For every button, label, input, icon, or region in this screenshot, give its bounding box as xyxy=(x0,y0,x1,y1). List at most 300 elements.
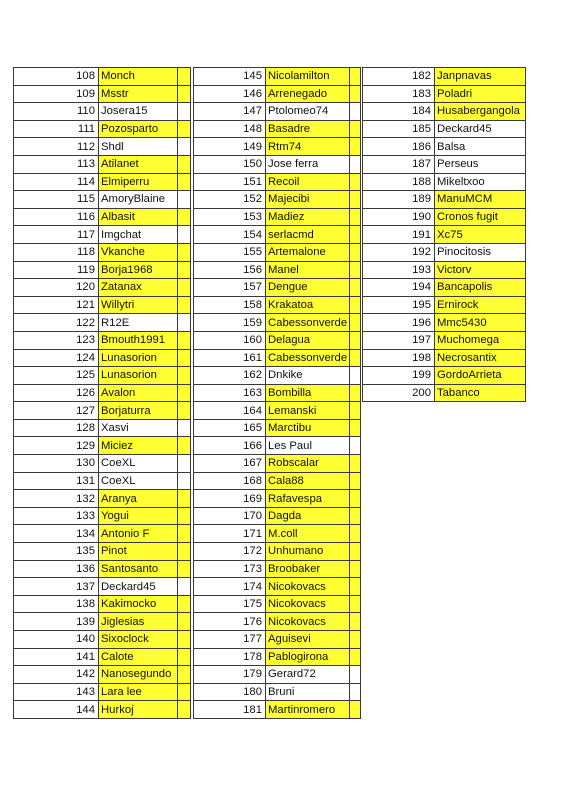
row-number: 143 xyxy=(14,683,99,701)
participant-name: Hurkoj xyxy=(99,701,178,719)
row-number: 200 xyxy=(363,384,435,402)
empty-cell xyxy=(350,208,361,226)
participant-name: Monch xyxy=(99,68,178,86)
table-row xyxy=(194,701,361,719)
participant-name: Sixoclock xyxy=(99,631,178,649)
participant-name: Aranya xyxy=(99,490,178,508)
table-row xyxy=(14,208,191,226)
row-number: 162 xyxy=(194,367,266,385)
row-number: 182 xyxy=(363,68,435,86)
empty-cell xyxy=(178,631,191,649)
row-number: 123 xyxy=(14,331,99,349)
row-number: 174 xyxy=(194,578,266,596)
participant-name: Bmouth1991 xyxy=(99,331,178,349)
participant-name: Calote xyxy=(99,648,178,666)
row-number: 173 xyxy=(194,560,266,578)
participant-name: Recoil xyxy=(266,173,350,191)
empty-cell xyxy=(178,138,191,156)
empty-cell xyxy=(178,507,191,525)
table-body xyxy=(14,68,191,719)
empty-cell xyxy=(178,331,191,349)
empty-cell xyxy=(178,314,191,332)
empty-cell xyxy=(178,155,191,173)
participant-name: ManuMCM xyxy=(435,191,526,209)
table-row xyxy=(14,367,191,385)
participant-name: Deckard45 xyxy=(99,578,178,596)
participant-name: Elmiperru xyxy=(99,173,178,191)
row-number: 111 xyxy=(14,120,99,138)
participant-name: Nanosegundo xyxy=(99,666,178,684)
empty-cell xyxy=(350,349,361,367)
empty-cell xyxy=(178,595,191,613)
row-number: 168 xyxy=(194,472,266,490)
row-number: 171 xyxy=(194,525,266,543)
row-number: 156 xyxy=(194,261,266,279)
table-row xyxy=(14,138,191,156)
participant-name: Bancapolis xyxy=(435,279,526,297)
row-number: 191 xyxy=(363,226,435,244)
table-row xyxy=(194,138,361,156)
empty-cell xyxy=(350,243,361,261)
participant-name: Dagda xyxy=(266,507,350,525)
empty-cell xyxy=(350,261,361,279)
table-row xyxy=(363,349,526,367)
participants-table-1 xyxy=(13,67,191,719)
participant-name: Muchomega xyxy=(435,331,526,349)
row-number: 165 xyxy=(194,419,266,437)
row-number: 169 xyxy=(194,490,266,508)
participant-name: Willytri xyxy=(99,296,178,314)
empty-cell xyxy=(350,490,361,508)
row-number: 150 xyxy=(194,155,266,173)
row-number: 115 xyxy=(14,191,99,209)
table-row xyxy=(14,120,191,138)
table-row xyxy=(194,226,361,244)
empty-cell xyxy=(178,296,191,314)
row-number: 193 xyxy=(363,261,435,279)
row-number: 198 xyxy=(363,349,435,367)
row-number: 146 xyxy=(194,85,266,103)
empty-cell xyxy=(178,419,191,437)
participant-name: Cabessonverde xyxy=(266,314,350,332)
table-row xyxy=(194,331,361,349)
empty-cell xyxy=(178,543,191,561)
row-number: 116 xyxy=(14,208,99,226)
participant-name: Ptolomeo74 xyxy=(266,103,350,121)
participant-name: Robscalar xyxy=(266,455,350,473)
participant-name: Pozosparto xyxy=(99,120,178,138)
row-number: 133 xyxy=(14,507,99,525)
table-row xyxy=(14,472,191,490)
empty-cell xyxy=(350,701,361,719)
empty-cell xyxy=(178,701,191,719)
table-row xyxy=(14,296,191,314)
participant-name: Nicokovacs xyxy=(266,595,350,613)
table-row xyxy=(363,173,526,191)
participant-name: Les Paul xyxy=(266,437,350,455)
table-row xyxy=(363,103,526,121)
row-number: 108 xyxy=(14,68,99,86)
row-number: 148 xyxy=(194,120,266,138)
empty-cell xyxy=(178,103,191,121)
table-row xyxy=(194,384,361,402)
row-number: 126 xyxy=(14,384,99,402)
participant-name: Gerard72 xyxy=(266,666,350,684)
row-number: 149 xyxy=(194,138,266,156)
row-number: 176 xyxy=(194,613,266,631)
row-number: 134 xyxy=(14,525,99,543)
participant-name: Avalon xyxy=(99,384,178,402)
empty-cell xyxy=(178,666,191,684)
empty-cell xyxy=(178,173,191,191)
row-number: 135 xyxy=(14,543,99,561)
table-row xyxy=(14,525,191,543)
row-number: 194 xyxy=(363,279,435,297)
participant-name: Borjaturra xyxy=(99,402,178,420)
row-number: 121 xyxy=(14,296,99,314)
table-row xyxy=(194,279,361,297)
participant-name: AmoryBlaine xyxy=(99,191,178,209)
row-number: 117 xyxy=(14,226,99,244)
participant-name: Jose ferra xyxy=(266,155,350,173)
participant-name: Arrenegado xyxy=(266,85,350,103)
row-number: 144 xyxy=(14,701,99,719)
table-row xyxy=(194,490,361,508)
empty-cell xyxy=(350,472,361,490)
row-number: 199 xyxy=(363,367,435,385)
row-number: 145 xyxy=(194,68,266,86)
table-row xyxy=(14,507,191,525)
table-row xyxy=(14,85,191,103)
empty-cell xyxy=(178,525,191,543)
empty-cell xyxy=(350,384,361,402)
row-number: 131 xyxy=(14,472,99,490)
table-row xyxy=(363,138,526,156)
participant-name: Nicokovacs xyxy=(266,613,350,631)
table-row xyxy=(14,279,191,297)
table-row xyxy=(14,683,191,701)
row-number: 190 xyxy=(363,208,435,226)
table-row xyxy=(14,455,191,473)
table-row xyxy=(363,208,526,226)
participant-name: Lara lee xyxy=(99,683,178,701)
empty-cell xyxy=(178,560,191,578)
empty-cell xyxy=(350,419,361,437)
table-row xyxy=(363,243,526,261)
participant-name: Antonio F xyxy=(99,525,178,543)
participant-name: Unhumano xyxy=(266,543,350,561)
participant-name: Mmc5430 xyxy=(435,314,526,332)
table-row xyxy=(194,507,361,525)
row-number: 137 xyxy=(14,578,99,596)
participant-name: R12E xyxy=(99,314,178,332)
table-row xyxy=(194,155,361,173)
row-number: 196 xyxy=(363,314,435,332)
row-number: 114 xyxy=(14,173,99,191)
empty-cell xyxy=(178,578,191,596)
table-row xyxy=(363,155,526,173)
empty-cell xyxy=(350,666,361,684)
row-number: 136 xyxy=(14,560,99,578)
row-number: 124 xyxy=(14,349,99,367)
table-row xyxy=(194,437,361,455)
empty-cell xyxy=(350,683,361,701)
table-row xyxy=(194,208,361,226)
empty-cell xyxy=(178,191,191,209)
participant-name: M.coll xyxy=(266,525,350,543)
table-row xyxy=(363,279,526,297)
empty-cell xyxy=(350,68,361,86)
row-number: 125 xyxy=(14,367,99,385)
participant-name: Victorv xyxy=(435,261,526,279)
empty-cell xyxy=(178,455,191,473)
empty-cell xyxy=(350,191,361,209)
table-row xyxy=(194,85,361,103)
table-row xyxy=(14,173,191,191)
participant-name: Bombilla xyxy=(266,384,350,402)
participant-name: Lunasorion xyxy=(99,349,178,367)
row-number: 163 xyxy=(194,384,266,402)
row-number: 119 xyxy=(14,261,99,279)
row-number: 180 xyxy=(194,683,266,701)
table-row xyxy=(14,103,191,121)
empty-cell xyxy=(350,331,361,349)
participant-name: Balsa xyxy=(435,138,526,156)
participant-name: CoeXL xyxy=(99,455,178,473)
empty-cell xyxy=(350,314,361,332)
empty-cell xyxy=(178,437,191,455)
empty-cell xyxy=(178,648,191,666)
participant-name: Martinromero xyxy=(266,701,350,719)
table-row xyxy=(194,402,361,420)
participant-name: Bruni xyxy=(266,683,350,701)
row-number: 155 xyxy=(194,243,266,261)
table-row xyxy=(194,173,361,191)
table-row xyxy=(14,648,191,666)
table-row xyxy=(194,525,361,543)
participant-name: Deckard45 xyxy=(435,120,526,138)
table-row xyxy=(194,613,361,631)
table-row xyxy=(194,367,361,385)
row-number: 181 xyxy=(194,701,266,719)
participant-name: Imgchat xyxy=(99,226,178,244)
table-row xyxy=(194,103,361,121)
empty-cell xyxy=(350,138,361,156)
participant-name: Cabessonverde xyxy=(266,349,350,367)
row-number: 153 xyxy=(194,208,266,226)
row-number: 139 xyxy=(14,613,99,631)
participant-name: GordoArrieta xyxy=(435,367,526,385)
participant-name: Yogui xyxy=(99,507,178,525)
table-row xyxy=(194,314,361,332)
participant-name: Marctibu xyxy=(266,419,350,437)
row-number: 178 xyxy=(194,648,266,666)
row-number: 161 xyxy=(194,349,266,367)
participant-name: Madiez xyxy=(266,208,350,226)
row-number: 109 xyxy=(14,85,99,103)
participant-name: Ernirock xyxy=(435,296,526,314)
table-row xyxy=(14,490,191,508)
table-row xyxy=(14,349,191,367)
participant-name: Zatanax xyxy=(99,279,178,297)
table-row xyxy=(14,701,191,719)
empty-cell xyxy=(350,543,361,561)
table-row xyxy=(14,402,191,420)
participant-name: Husabergangola xyxy=(435,103,526,121)
table-row xyxy=(194,472,361,490)
row-number: 118 xyxy=(14,243,99,261)
row-number: 167 xyxy=(194,455,266,473)
empty-cell xyxy=(178,261,191,279)
empty-cell xyxy=(178,490,191,508)
table-row xyxy=(14,261,191,279)
empty-cell xyxy=(350,560,361,578)
table-row xyxy=(14,243,191,261)
table-row xyxy=(194,543,361,561)
empty-cell xyxy=(350,103,361,121)
participant-name: Shdl xyxy=(99,138,178,156)
table-row xyxy=(363,261,526,279)
row-number: 132 xyxy=(14,490,99,508)
table-body xyxy=(194,68,361,719)
row-number: 120 xyxy=(14,279,99,297)
table-row xyxy=(194,666,361,684)
participant-name: Kakimocko xyxy=(99,595,178,613)
table-row xyxy=(363,120,526,138)
empty-cell xyxy=(350,173,361,191)
participant-name: Lunasorion xyxy=(99,367,178,385)
row-number: 138 xyxy=(14,595,99,613)
empty-cell xyxy=(178,402,191,420)
table-row xyxy=(363,314,526,332)
row-number: 159 xyxy=(194,314,266,332)
participant-name: Manel xyxy=(266,261,350,279)
empty-cell xyxy=(178,472,191,490)
empty-cell xyxy=(350,648,361,666)
participant-name: Aguisevi xyxy=(266,631,350,649)
table-row xyxy=(194,595,361,613)
table-row xyxy=(14,226,191,244)
table-row xyxy=(363,296,526,314)
table-row xyxy=(363,226,526,244)
table-row xyxy=(363,191,526,209)
participant-name: Vkanche xyxy=(99,243,178,261)
row-number: 170 xyxy=(194,507,266,525)
row-number: 160 xyxy=(194,331,266,349)
participant-name: Pinot xyxy=(99,543,178,561)
row-number: 192 xyxy=(363,243,435,261)
participant-name: Atilanet xyxy=(99,155,178,173)
participant-name: Cronos fugit xyxy=(435,208,526,226)
empty-cell xyxy=(178,85,191,103)
table-row xyxy=(14,666,191,684)
table-row xyxy=(14,578,191,596)
table-row xyxy=(14,543,191,561)
row-number: 166 xyxy=(194,437,266,455)
table-row xyxy=(363,384,526,402)
participant-name: Rtm74 xyxy=(266,138,350,156)
empty-cell xyxy=(350,507,361,525)
table-row xyxy=(194,648,361,666)
table-row xyxy=(14,384,191,402)
table-row xyxy=(194,560,361,578)
participant-name: Basadre xyxy=(266,120,350,138)
empty-cell xyxy=(350,85,361,103)
table-row xyxy=(194,261,361,279)
row-number: 142 xyxy=(14,666,99,684)
empty-cell xyxy=(178,243,191,261)
participant-name: Delagua xyxy=(266,331,350,349)
table-row xyxy=(363,85,526,103)
participant-name: Artemalone xyxy=(266,243,350,261)
participant-name: Poladri xyxy=(435,85,526,103)
participant-name: Necrosantix xyxy=(435,349,526,367)
empty-cell xyxy=(350,595,361,613)
table-row xyxy=(194,191,361,209)
empty-cell xyxy=(178,226,191,244)
table-row xyxy=(194,419,361,437)
row-number: 189 xyxy=(363,191,435,209)
table-row xyxy=(194,631,361,649)
participant-name: Albasit xyxy=(99,208,178,226)
table-row xyxy=(14,191,191,209)
row-number: 141 xyxy=(14,648,99,666)
empty-cell xyxy=(178,683,191,701)
table-body xyxy=(363,68,526,402)
row-number: 186 xyxy=(363,138,435,156)
row-number: 197 xyxy=(363,331,435,349)
table-row xyxy=(194,296,361,314)
empty-cell xyxy=(178,279,191,297)
empty-cell xyxy=(350,279,361,297)
participants-table-3 xyxy=(362,67,526,402)
participant-name: Borja1968 xyxy=(99,261,178,279)
participant-name: Majecibi xyxy=(266,191,350,209)
participant-name: CoeXL xyxy=(99,472,178,490)
participant-name: Josera15 xyxy=(99,103,178,121)
participant-name: Perseus xyxy=(435,155,526,173)
row-number: 164 xyxy=(194,402,266,420)
empty-cell xyxy=(178,613,191,631)
empty-cell xyxy=(350,120,361,138)
empty-cell xyxy=(350,367,361,385)
participant-name: Pinocitosis xyxy=(435,243,526,261)
row-number: 129 xyxy=(14,437,99,455)
empty-cell xyxy=(178,384,191,402)
participants-table-2 xyxy=(193,67,361,719)
table-row xyxy=(363,68,526,86)
empty-cell xyxy=(350,402,361,420)
table-row xyxy=(363,331,526,349)
empty-cell xyxy=(350,437,361,455)
row-number: 175 xyxy=(194,595,266,613)
participant-name: Santosanto xyxy=(99,560,178,578)
row-number: 185 xyxy=(363,120,435,138)
empty-cell xyxy=(350,296,361,314)
participant-name: Jiglesias xyxy=(99,613,178,631)
row-number: 122 xyxy=(14,314,99,332)
row-number: 184 xyxy=(363,103,435,121)
participant-name: Xasvi xyxy=(99,419,178,437)
table-row xyxy=(194,243,361,261)
participant-name: Rafavespa xyxy=(266,490,350,508)
participant-name: Pablogirona xyxy=(266,648,350,666)
row-number: 177 xyxy=(194,631,266,649)
empty-cell xyxy=(178,367,191,385)
empty-cell xyxy=(178,68,191,86)
table-row xyxy=(14,631,191,649)
table-row xyxy=(14,419,191,437)
